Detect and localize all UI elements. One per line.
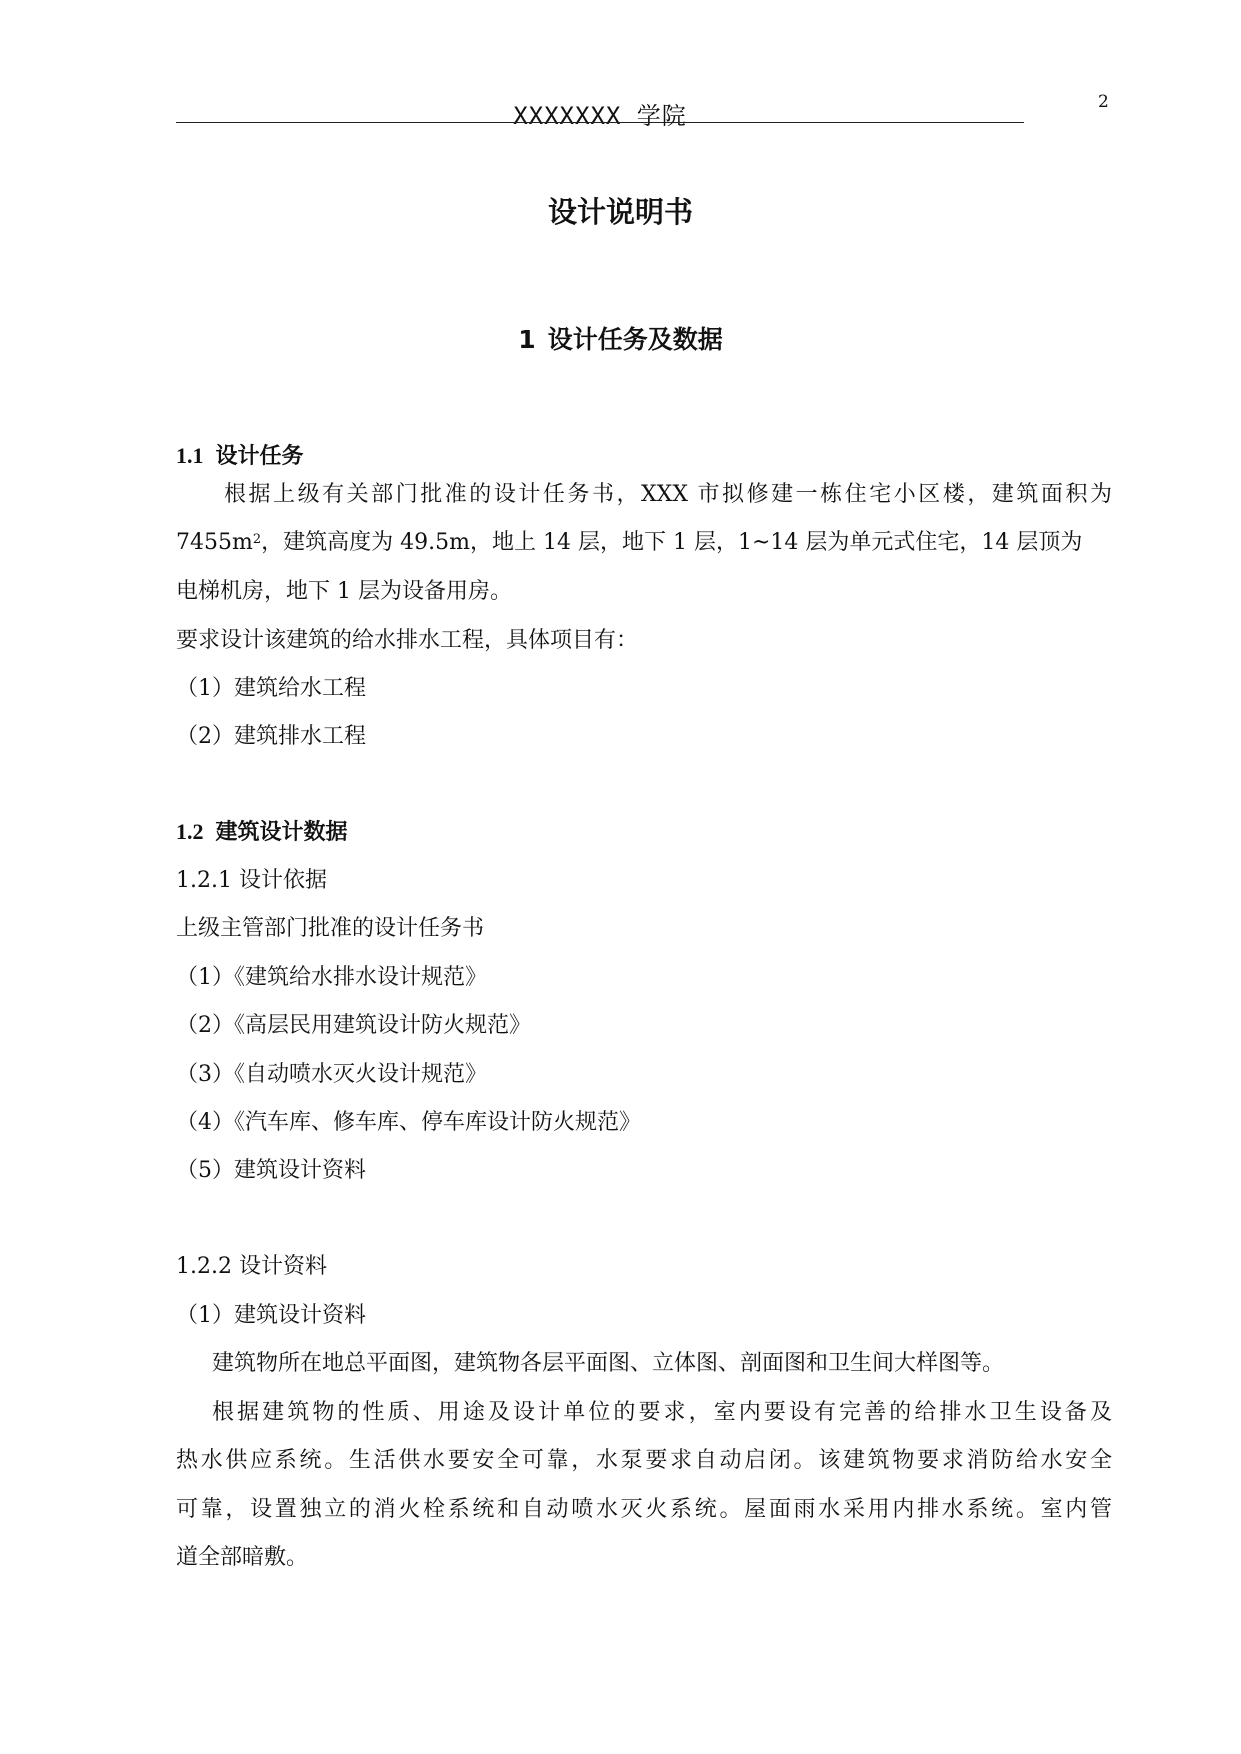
list-item: （2）《高层民用建筑设计防火规范》 (176, 1013, 531, 1038)
section-heading-1-2 (176, 816, 1112, 849)
section-number: 1.1 (176, 443, 204, 468)
paragraph-line: 电梯机房，地下 1 层为设备用房。 (176, 579, 512, 604)
subsection-heading: 1.2.1 设计依据 (176, 868, 327, 893)
paragraph-line: 根据上级有关部门批准的设计任务书，XXX 市拟修建一栋住宅小区楼，建筑面积为 (224, 482, 1112, 507)
page-number: 2 (1098, 92, 1109, 112)
section-heading-1-1 (176, 440, 1112, 473)
superscript: 2 (252, 532, 262, 547)
list-item: （4）《汽车库、修车库、停车库设计防火规范》 (176, 1110, 641, 1135)
paragraph-line: 可靠，设置独立的消火栓系统和自动喷水灭火系统。屋面雨水采用内排水系统。室内管 (176, 1497, 1112, 1522)
paragraph-line: 根据建筑物的性质、用途及设计单位的要求，室内要设有完善的给排水卫生设备及 (212, 1400, 1112, 1425)
list-item: （1）建筑给水工程 (176, 676, 366, 701)
list-item: （3）《自动喷水灭火设计规范》 (176, 1062, 487, 1087)
chapter-heading (0, 320, 1241, 356)
list-item: （2）建筑排水工程 (176, 724, 366, 749)
section-title: 建筑设计数据 (215, 820, 348, 845)
subsection-heading: 1.2.2 设计资料 (176, 1254, 327, 1279)
document-title: 设计说明书 (547, 195, 693, 229)
paragraph-text: ，建筑高度为 49.5m，地上 14 层，地下 1 层，1~14 层为单元式住宅，14 层顶为 (261, 530, 1083, 555)
section-title: 设计任务 (215, 444, 304, 469)
section-number: 1.2 (176, 819, 204, 844)
list-item: （1）建筑设计资料 (176, 1303, 366, 1328)
paragraph-line: 上级主管部门批准的设计任务书 (176, 916, 485, 941)
paragraph-line: 建筑物所在地总平面图，建筑物各层平面图、立体图、剖面图和卫生间大样图等。 (212, 1351, 1005, 1376)
header-rule (176, 122, 1024, 123)
chapter-number: 1 (518, 325, 536, 354)
list-item: （5）建筑设计资料 (176, 1158, 366, 1183)
paragraph-line (176, 527, 1112, 559)
paragraph-line: 热水供应系统。生活供水要安全可靠，水泵要求自动启闭。该建筑物要求消防给水安全 (176, 1448, 1112, 1473)
list-item: （1）《建筑给水排水设计规范》 (176, 965, 487, 990)
paragraph-line: 要求设计该建筑的给水排水工程，具体项目有： (176, 628, 639, 653)
chapter-title: 设计任务及数据 (547, 325, 723, 354)
header-institution: XXXXXXX 学院 (513, 102, 687, 130)
paragraph-line: 道全部暗敷。 (176, 1545, 309, 1570)
area-value: 7455m (176, 530, 253, 555)
